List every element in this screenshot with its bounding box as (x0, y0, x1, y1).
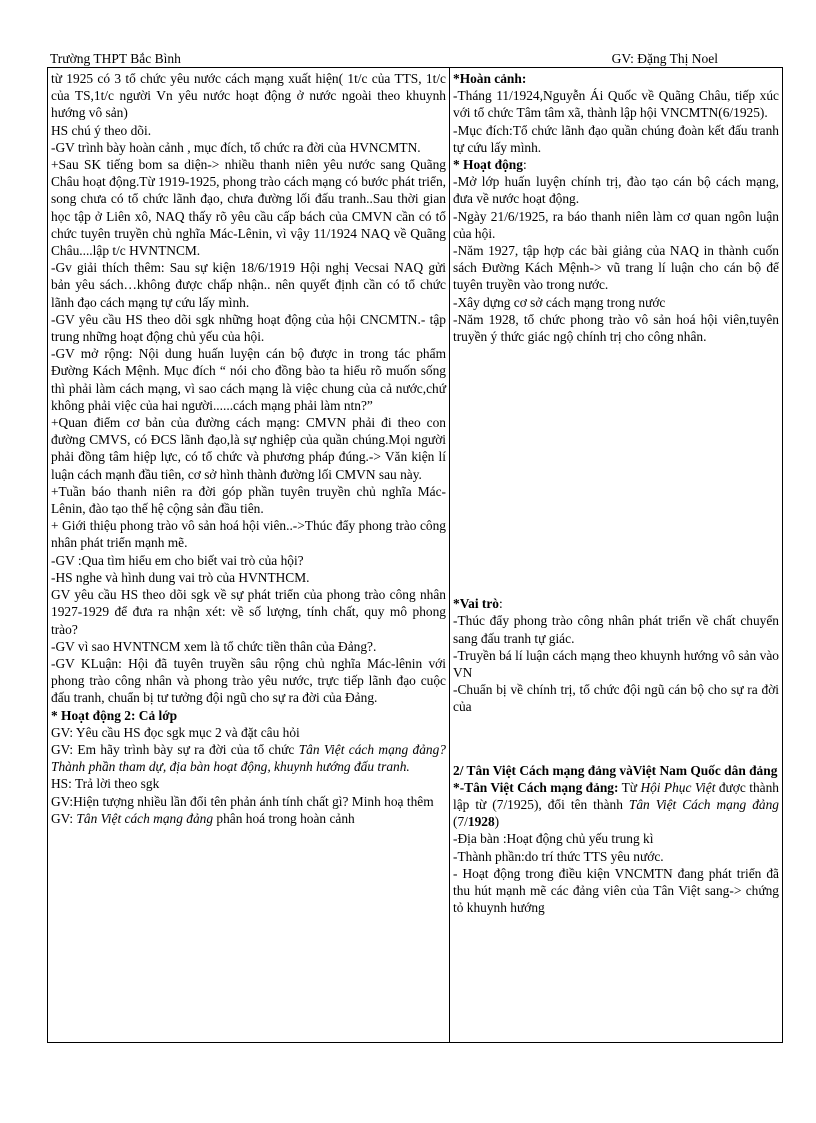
paragraph: -Năm 1927, tập hợp các bài giảng của NAQ in thành cuốn sách Đường Kách Mệnh-> vũ trang lí luận cho cán bộ để tuyên truyền vào trong nước. (453, 243, 779, 293)
paragraph: GV: Yêu cầu HS đọc sgk mục 2 và đặt câu hỏi (51, 724, 300, 740)
paragraph: -Gv giải thích thêm: Sau sự kiện 18/6/1919 Hội nghị Vecsai NAQ gửi bản yêu sách…không được chấp nhận.. nên quyết định cần có tổ chức lãnh đạo cách mạng tự cứu lấy mình. (51, 260, 446, 310)
page-header (50, 51, 768, 68)
paragraph: +Quan điểm cơ bản của đường cách mạng: CMVN phải đi theo con đường CMVS, có ĐCS lãnh đạo,là sự nghiệp của quần chúng.Mọi người phải đồng tâm hiệp lực, có tổ chức và phương pháp đúng.-> Văn kiện lí luận cách mạnh đầu tiên, cơ sở hình thành đường lối CMVN sau này. (51, 415, 446, 482)
paragraph: -Năm 1928, tổ chức phong trào vô sản hoá hội viên,tuyên truyền ý thức giác ngộ chính trị cho công nhân. (453, 311, 779, 345)
paragraph: - Hoạt động trong điều kiện VNCMTN đang phát triển đã thu hút mạnh mẽ các đảng viên của Tân Việt sang-> chứng tỏ khuynh hướng (453, 865, 779, 916)
paragraph: GV:Hiện tượng nhiều lần đổi tên phản ánh tính chất gì? Minh hoạ thêm (51, 793, 434, 809)
paragraph: -Ngày 21/6/1925, ra báo thanh niên làm cơ quan ngôn luận của hội. (453, 208, 779, 241)
paragraph: -Tháng 11/1924,Nguyễn Ái Quốc về Quãng Châu, tiếp xúc với tổ chức Tâm tâm xã, thành lập hội VNCMTN(6/1925). (453, 88, 779, 121)
paragraph: HS: Trả lời theo sgk (51, 776, 160, 792)
school-name: Trường THPT Bắc Bình (50, 51, 181, 66)
section-heading: * Hoạt động: (453, 157, 527, 173)
paragraph: GV: Tân Việt cách mạng đảng phân hoá trong hoàn cảnh (51, 810, 355, 826)
paragraph: -Mở lớp huấn luyện chính trị, đào tạo cán bộ cách mạng, đưa về nước hoạt động. (453, 174, 779, 207)
paragraph: HS chú ý theo dõi. (51, 122, 152, 138)
paragraph: -Truyền bá lí luận cách mạng theo khuynh hướng vô sản vào VN (453, 647, 779, 681)
paragraph: + Giới thiệu phong trào vô sản hoá hội viên..->Thúc đẩy phong trào công nhân phát triển mạnh mẽ. (51, 518, 446, 551)
spacer (453, 716, 779, 762)
paragraph: -Thúc đẩy phong trào công nhân phát triển về chất chuyển sang đấu tranh tự giác. (453, 613, 779, 646)
paragraph: -GV trình bày hoàn cảnh , mục đích, tổ chức ra đời của HVNCMTN. (51, 139, 421, 155)
paragraph: -GV yêu cầu HS theo dõi sgk những hoạt động của hội CNCMTN.- tập trung những hoạt động chủ yếu của hội. (51, 311, 446, 345)
paragraph: -HS nghe và hình dung vai trò của HVNTHCM. (51, 569, 310, 585)
lesson-content-column (450, 68, 783, 1043)
teacher-student-activities-column (48, 68, 450, 1043)
paragraph: -Xây dựng cơ sở cách mạng trong nước (453, 294, 666, 310)
paragraph: -GV mở rộng: Nội dung huấn luyện cán bộ được in trong tác phẩm Đường Kách Mệnh. Mục đích “ nói cho đồng bào ta hiểu rõ muốn sống thì phải làm cách mạng, vì sao cách mạng là việc chung của cả nước,chứ không phải việc của hai người......cách mạng phải làm ntn?” (51, 346, 446, 413)
spacer (453, 345, 779, 595)
teacher-name: GV: Đặng Thị Noel (611, 51, 718, 66)
section-heading: *Hoàn cảnh: (453, 71, 527, 86)
paragraph: GV: Em hãy trình bày sự ra đời của tổ chức Tân Việt cách mạng đảng?Thành phần tham dự, địa bàn hoạt động, khuynh hướng đấu tranh. (51, 741, 447, 775)
paragraph: -Thành phần:do trí thức TTS yêu nước. (453, 848, 664, 864)
paragraph: GV yêu cầu HS theo dõi sgk về sự phát triển của phong trào công nhân 1927-1929 để đưa ra nhận xét: về số lượng, tính chất, quy mô phong trào? (51, 587, 446, 637)
paragraph: -Địa bàn :Hoạt động chủ yếu trung kì (453, 831, 654, 847)
paragraph: -Chuẩn bị về chính trị, tổ chức đội ngũ cán bộ cho sự ra đời của (453, 682, 779, 715)
section-heading: *Vai trò: (453, 596, 503, 612)
paragraph: +Tuần báo thanh niên ra đời góp phần tuyên truyền chủ nghĩa Mác-Lênin, đào tạo thế hệ cộng sản đầu tiên. (51, 483, 446, 517)
paragraph: +Sau SK tiếng bom sa diện-> nhiều thanh niên yêu nước sang Quãng Châu hoạt động.Từ 1919-1925, phong trào cách mạng có bước phát triển, song chưa có tổ chức lãnh đạo, chưa đường lối đấu tranh..Sau thời gian học tập ở Liên xô, NAQ thấy rõ yêu cầu cấp bách của CMVN cần có tổ chức tuyên truyền chủ nghĩa Mác-Lênin, vì vậy 11/1924 NAQ về Quãng Châu....lập t/c HVNTNCM. (51, 157, 446, 259)
section-2-title: 2/ Tân Việt Cách mạng đảng vàViệt Nam Quốc dân đảng (453, 762, 778, 778)
paragraph: -GV :Qua tìm hiểu em cho biết vai trò của hội? (51, 552, 304, 568)
paragraph: -GV vì sao HVNTNCM xem là tổ chức tiền thân của Đảng?. (51, 638, 377, 654)
paragraph: *-Tân Việt Cách mạng đảng: Từ Hội Phục Việt được thành lập từ (7/1925), đổi tên thành Tân Việt Cách mạng đảng (7/1928) (453, 779, 779, 830)
paragraph: -GV KLuận: Hội đã tuyên truyền sâu rộng chủ nghĩa Mác-lênin với phong trào công nhân và phong trào yêu nước, trực tiếp lãnh đạo cuộc đấu tranh, chuẩn bị tư tưởng đội ngũ cho sự ra đời của Đảng. (51, 655, 446, 706)
lesson-table (47, 67, 783, 1043)
paragraph: -Mục đích:Tổ chức lãnh đạo quần chúng đoàn kết đấu tranh tự cứu lấy mình. (453, 122, 779, 155)
paragraph: từ 1925 có 3 tổ chức yêu nước cách mạng xuất hiện( 1t/c của TTS, 1t/c của TS,1t/c người Vn yêu nước hoạt động ở nước ngoài theo khuynh hướng vô sản) (51, 71, 446, 121)
activity-2-heading: * Hoạt động 2: Cả lớp (51, 707, 178, 723)
